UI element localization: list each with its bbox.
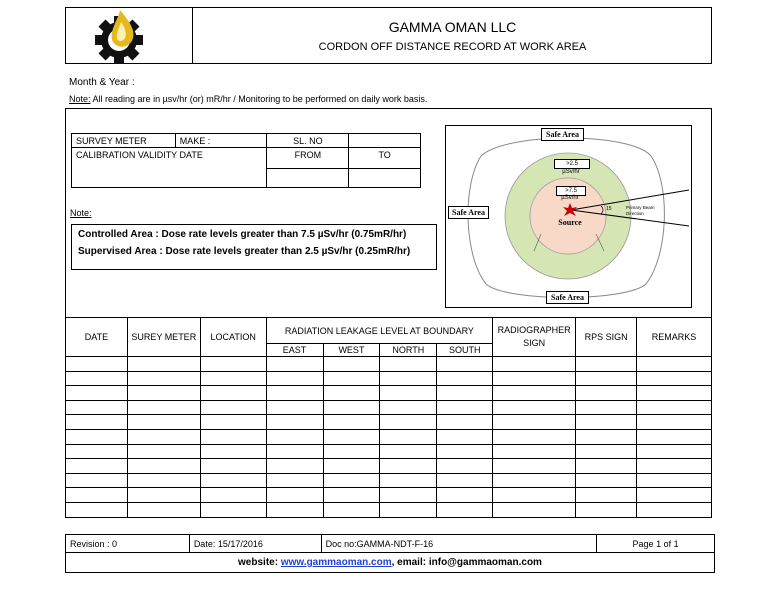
table-cell[interactable] <box>323 371 380 386</box>
company-logo <box>80 8 158 64</box>
table-cell[interactable] <box>576 459 637 474</box>
supervised-unit-label: µSv/hr <box>562 169 580 175</box>
table-cell[interactable] <box>323 488 380 503</box>
table-cell[interactable] <box>493 444 576 459</box>
table-cell[interactable] <box>576 502 637 517</box>
table-cell[interactable] <box>66 488 128 503</box>
table-cell[interactable] <box>637 400 712 415</box>
table-cell[interactable] <box>66 502 128 517</box>
table-cell[interactable] <box>127 473 200 488</box>
angle-label: 15 <box>606 206 612 212</box>
table-cell[interactable] <box>493 473 576 488</box>
safe-area-left: Safe Area <box>448 206 489 219</box>
table-cell[interactable] <box>437 357 493 372</box>
table-cell[interactable] <box>323 459 380 474</box>
table-cell[interactable] <box>493 429 576 444</box>
table-cell[interactable] <box>637 502 712 517</box>
table-cell[interactable] <box>323 429 380 444</box>
table-cell[interactable] <box>127 386 200 401</box>
note-top <box>69 94 427 104</box>
note-label: Note: <box>69 94 91 104</box>
record-table <box>65 317 712 518</box>
table-cell[interactable] <box>127 429 200 444</box>
make-label: MAKE : <box>175 134 267 148</box>
table-cell[interactable] <box>576 357 637 372</box>
table-cell[interactable] <box>637 429 712 444</box>
company-name: GAMMA OMAN LLC <box>388 19 517 35</box>
table-cell[interactable] <box>266 386 323 401</box>
table-cell[interactable] <box>200 444 266 459</box>
table-cell[interactable] <box>637 415 712 430</box>
month-year-label: Month & Year : <box>69 77 135 88</box>
table-cell[interactable] <box>493 386 576 401</box>
table-cell[interactable] <box>200 473 266 488</box>
col-north: NORTH <box>380 344 437 357</box>
table-row <box>66 371 712 386</box>
table-cell[interactable] <box>127 357 200 372</box>
table-cell[interactable] <box>266 459 323 474</box>
table-row <box>66 429 712 444</box>
table-cell[interactable] <box>576 371 637 386</box>
table-cell[interactable] <box>266 357 323 372</box>
table-row <box>66 400 712 415</box>
table-cell[interactable] <box>493 459 576 474</box>
col-south: SOUTH <box>437 344 493 357</box>
note2-label: Note: <box>70 208 92 218</box>
table-cell[interactable] <box>266 400 323 415</box>
table-cell[interactable] <box>66 371 128 386</box>
table-cell[interactable] <box>266 444 323 459</box>
controlled-level-label: >7.5 <box>556 186 586 196</box>
table-cell[interactable] <box>437 371 493 386</box>
table-cell[interactable] <box>637 371 712 386</box>
table-row <box>66 473 712 488</box>
supervised-area-text: Supervised Area : Dose rate levels greater than 2.5 µSv/hr (0.25mR/hr) <box>78 246 411 257</box>
table-cell[interactable] <box>323 400 380 415</box>
table-cell[interactable] <box>437 429 493 444</box>
table-cell[interactable] <box>380 444 437 459</box>
table-cell[interactable] <box>380 386 437 401</box>
sl-no-value[interactable] <box>349 134 421 148</box>
table-cell[interactable] <box>576 400 637 415</box>
table-cell[interactable] <box>66 444 128 459</box>
table-cell[interactable] <box>323 357 380 372</box>
table-cell[interactable] <box>200 502 266 517</box>
table-cell[interactable] <box>493 502 576 517</box>
table-cell[interactable] <box>323 473 380 488</box>
table-cell[interactable] <box>576 444 637 459</box>
table-cell[interactable] <box>200 459 266 474</box>
table-row <box>66 459 712 474</box>
table-cell[interactable] <box>127 488 200 503</box>
table-cell[interactable] <box>380 488 437 503</box>
supervised-level-label: >2.5 <box>554 159 590 169</box>
form-title: CORDON OFF DISTANCE RECORD AT WORK AREA <box>318 41 587 53</box>
table-row <box>66 386 712 401</box>
website-link[interactable]: www.gammaoman.com <box>280 557 392 568</box>
source-label: Source <box>558 218 582 227</box>
table-cell[interactable] <box>200 371 266 386</box>
table-cell[interactable] <box>380 473 437 488</box>
footer-table <box>65 534 715 573</box>
table-cell[interactable] <box>323 444 380 459</box>
col-rps-sign: RPS SIGN <box>576 318 637 357</box>
table-cell[interactable] <box>66 386 128 401</box>
table-cell[interactable] <box>637 386 712 401</box>
table-cell[interactable] <box>266 473 323 488</box>
table-cell[interactable] <box>323 502 380 517</box>
table-row <box>66 444 712 459</box>
table-cell[interactable] <box>380 400 437 415</box>
col-radiographer-sign: RADIOGRAPHER SIGN <box>493 318 576 357</box>
table-row <box>66 415 712 430</box>
table-cell[interactable] <box>127 502 200 517</box>
cordon-diagram <box>445 125 692 308</box>
table-cell[interactable] <box>266 415 323 430</box>
table-row <box>66 502 712 517</box>
col-date: DATE <box>66 318 128 357</box>
from-value[interactable] <box>267 169 349 188</box>
table-cell[interactable] <box>380 357 437 372</box>
table-cell[interactable] <box>637 357 712 372</box>
record-table-body <box>66 357 712 518</box>
table-cell[interactable] <box>437 473 493 488</box>
table-cell[interactable] <box>576 415 637 430</box>
col-radiation-leakage: RADIATION LEAKAGE LEVEL AT BOUNDARY <box>266 318 493 344</box>
table-cell[interactable] <box>493 357 576 372</box>
table-cell[interactable] <box>266 429 323 444</box>
table-cell[interactable] <box>200 415 266 430</box>
page-text: Page 1 of 1 <box>597 535 715 553</box>
table-cell[interactable] <box>493 400 576 415</box>
table-cell[interactable] <box>493 488 576 503</box>
table-cell[interactable] <box>493 415 576 430</box>
table-cell[interactable] <box>127 459 200 474</box>
table-cell[interactable] <box>66 473 128 488</box>
table-cell[interactable] <box>637 459 712 474</box>
table-cell[interactable] <box>576 488 637 503</box>
from-label: FROM <box>267 148 349 169</box>
to-label: TO <box>349 148 421 169</box>
table-cell[interactable] <box>437 502 493 517</box>
calibration-label: CALIBRATION VALIDITY DATE <box>72 148 267 188</box>
table-cell[interactable] <box>437 488 493 503</box>
table-cell[interactable] <box>200 429 266 444</box>
doc-no-text: Doc no:GAMMA-NDT-F-16 <box>321 535 597 553</box>
col-remarks: REMARKS <box>637 318 712 357</box>
website-label: website: <box>238 557 279 568</box>
beam-label-1: Primary Beam <box>626 205 655 210</box>
table-cell[interactable] <box>637 444 712 459</box>
table-cell[interactable] <box>380 371 437 386</box>
table-cell[interactable] <box>380 429 437 444</box>
note-text: All reading are in µsv/hr (or) mR/hr / Monitoring to be performed on daily work basis. <box>92 94 428 104</box>
table-cell[interactable] <box>323 415 380 430</box>
table-cell[interactable] <box>576 429 637 444</box>
table-cell[interactable] <box>127 444 200 459</box>
col-west: WEST <box>323 344 380 357</box>
table-cell[interactable] <box>380 415 437 430</box>
to-value[interactable] <box>349 169 421 188</box>
table-cell[interactable] <box>200 400 266 415</box>
table-cell[interactable] <box>200 357 266 372</box>
table-cell[interactable] <box>266 488 323 503</box>
date-text: Date: 15/17/2016 <box>189 535 321 553</box>
table-cell[interactable] <box>437 459 493 474</box>
col-east: EAST <box>266 344 323 357</box>
controlled-unit-label: µSv/hr <box>561 195 579 201</box>
email-text: , email: info@gammaoman.com <box>391 557 542 568</box>
table-cell[interactable] <box>66 429 128 444</box>
table-row <box>66 488 712 503</box>
contact-line <box>66 553 715 573</box>
beam-label-2: Direction <box>626 211 644 216</box>
survey-meter-label: SURVEY METER <box>72 134 176 148</box>
table-cell[interactable] <box>266 371 323 386</box>
col-location: LOCATION <box>200 318 266 357</box>
meter-info-table <box>71 133 421 188</box>
table-cell[interactable] <box>266 502 323 517</box>
table-cell[interactable] <box>637 488 712 503</box>
table-cell[interactable] <box>437 444 493 459</box>
table-cell[interactable] <box>127 400 200 415</box>
table-cell[interactable] <box>66 459 128 474</box>
revision-text: Revision : 0 <box>66 535 190 553</box>
table-cell[interactable] <box>127 415 200 430</box>
table-cell[interactable] <box>437 415 493 430</box>
safe-area-top: Safe Area <box>541 128 584 141</box>
header-box <box>65 7 712 64</box>
table-cell[interactable] <box>200 386 266 401</box>
table-row <box>66 357 712 372</box>
table-cell[interactable] <box>127 371 200 386</box>
table-cell[interactable] <box>380 459 437 474</box>
sl-no-label: SL. NO <box>267 134 349 148</box>
table-cell[interactable] <box>323 386 380 401</box>
table-cell[interactable] <box>66 357 128 372</box>
table-cell[interactable] <box>576 386 637 401</box>
col-survey-meter: SUREY METER <box>127 318 200 357</box>
table-cell[interactable] <box>576 473 637 488</box>
table-cell[interactable] <box>66 400 128 415</box>
table-cell[interactable] <box>493 371 576 386</box>
header-divider <box>192 7 193 64</box>
table-cell[interactable] <box>200 488 266 503</box>
table-cell[interactable] <box>380 502 437 517</box>
table-cell[interactable] <box>437 400 493 415</box>
table-cell[interactable] <box>637 473 712 488</box>
table-cell[interactable] <box>66 415 128 430</box>
controlled-area-text: Controlled Area : Dose rate levels greater than 7.5 µSv/hr (0.75mR/hr) <box>78 229 407 240</box>
table-cell[interactable] <box>437 386 493 401</box>
safe-area-bottom: Safe Area <box>546 291 589 304</box>
